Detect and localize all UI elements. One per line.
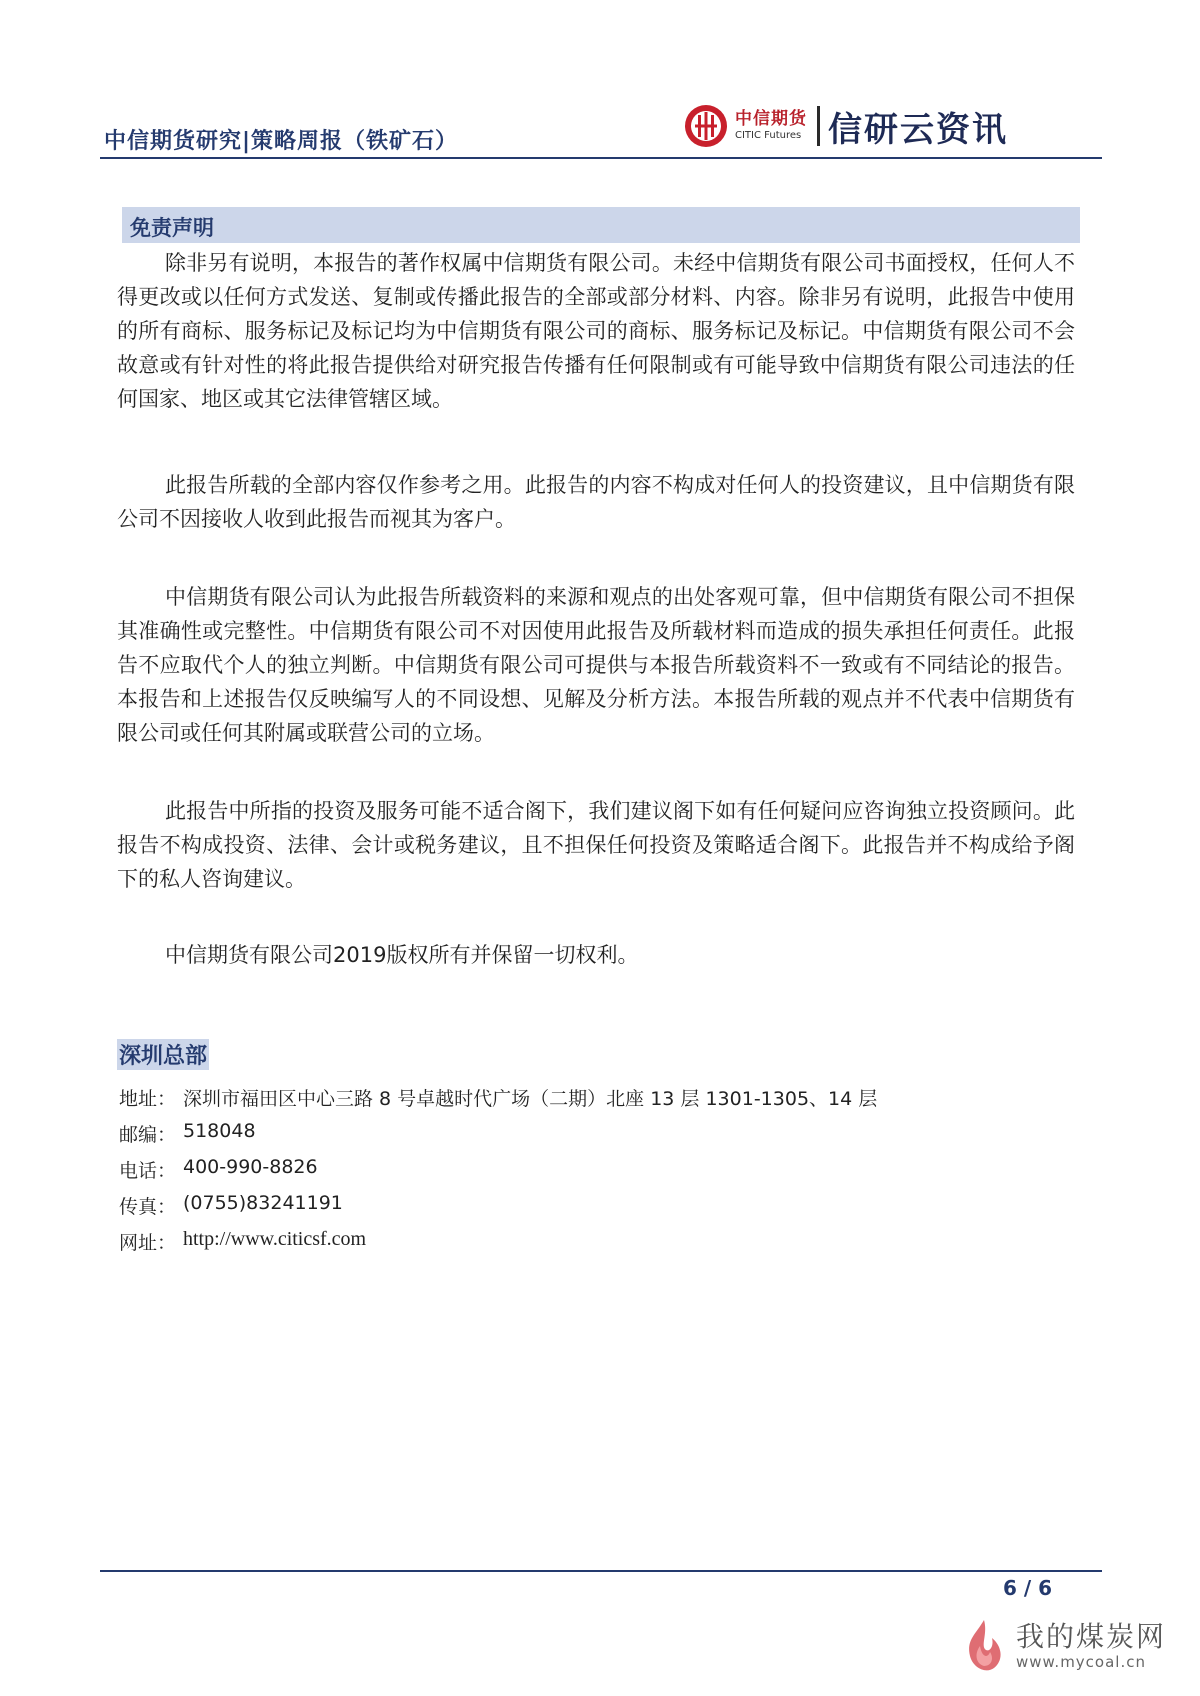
site-watermark bbox=[958, 1616, 1166, 1676]
watermark-site-name: 我的煤炭网 bbox=[1016, 1620, 1167, 1653]
disclaimer-title: 免责声明 bbox=[130, 216, 214, 240]
website-link[interactable]: http://www.citicsf.com bbox=[183, 1228, 367, 1250]
disclaimer-paragraph: 此报告所载的全部内容仅作参考之用。此报告的内容不构成对任何人的投资建议，且中信期货有限公司不因接收人收到此报告而视其为客户。 bbox=[117, 473, 1075, 531]
address-value: 深圳市福田区中心三路 8 号卓越时代广场（二期）北座 13 层 1301-1305、14 层 bbox=[183, 1088, 878, 1110]
logo-english-name: CITIC Futures bbox=[735, 130, 802, 141]
postcode-row bbox=[119, 1120, 256, 1147]
citic-futures-logo bbox=[683, 100, 1008, 152]
address-label: 地址： bbox=[119, 1088, 177, 1110]
footer-divider bbox=[100, 1570, 1102, 1572]
phone-value: 400-990-8826 bbox=[183, 1156, 318, 1178]
disclaimer-paragraph: 此报告中所指的投资及服务可能不适合阁下，我们建议阁下如有任何疑问应咨询独立投资顾问。此报告不构成投资、法律、会计或税务建议，且不担保任何投资及策略适合阁下。此报告并不构成给予阁下的私人咨询建议。 bbox=[117, 799, 1075, 891]
disclaimer-paragraph: 除非另有说明，本报告的著作权属中信期货有限公司。未经中信期货有限公司书面授权，任何人不得更改或以任何方式发送、复制或传播此报告的全部或部分材料、内容。除非另有说明，此报告中使用的所有商标、服务标记及标记均为中信期货有限公司的商标、服务标记及标记。中信期货有限公司不会故意或有针对性的将此报告提供给对研究报告传播有任何限制或有可能导致中信期货有限公司违法的任何国家、地区或其它法律管辖区域。 bbox=[117, 251, 1075, 411]
phone-label: 电话： bbox=[119, 1160, 177, 1182]
postcode-value: 518048 bbox=[183, 1120, 256, 1142]
flame-icon bbox=[958, 1616, 1010, 1676]
watermark-site-url: www.mycoal.cn bbox=[1016, 1653, 1146, 1671]
postcode-label: 邮编： bbox=[119, 1124, 177, 1146]
phone-row bbox=[119, 1156, 318, 1183]
disclaimer-title-bar bbox=[122, 207, 1080, 243]
page-number: 6 / 6 bbox=[1003, 1576, 1053, 1600]
logo-separator bbox=[817, 106, 820, 146]
disclaimer-paragraph: 中信期货有限公司2019版权所有并保留一切权利。 bbox=[165, 943, 639, 967]
brand-name: 信研云资讯 bbox=[828, 109, 1008, 150]
fax-row bbox=[119, 1192, 343, 1219]
disclaimer-paragraph: 中信期货有限公司认为此报告所载资料的来源和观点的出处客观可靠，但中信期货有限公司不担保其准确性或完整性。中信期货有限公司不对因使用此报告及所载材料而造成的损失承担任何责任。此报告不应取代个人的独立判断。中信期货有限公司可提供与本报告所载资料不一致或有不同结论的报告。本报告和上述报告仅反映编写人的不同设想、见解及分析方法。本报告所载的观点并不代表中信期货有限公司或任何其附属或联营公司的立场。 bbox=[117, 585, 1075, 745]
logo-chinese-name: 中信期货 bbox=[735, 109, 807, 129]
headquarters-title: 深圳总部 bbox=[117, 1039, 209, 1070]
citic-logo-icon bbox=[683, 103, 729, 149]
url-label: 网址： bbox=[119, 1232, 177, 1254]
fax-label: 传真： bbox=[119, 1196, 177, 1218]
url-row bbox=[119, 1228, 366, 1255]
report-header-title: 中信期货研究|策略周报（铁矿石） bbox=[104, 129, 459, 154]
header-divider bbox=[100, 157, 1102, 159]
fax-value: (0755)83241191 bbox=[183, 1192, 343, 1214]
address-row bbox=[119, 1084, 877, 1111]
